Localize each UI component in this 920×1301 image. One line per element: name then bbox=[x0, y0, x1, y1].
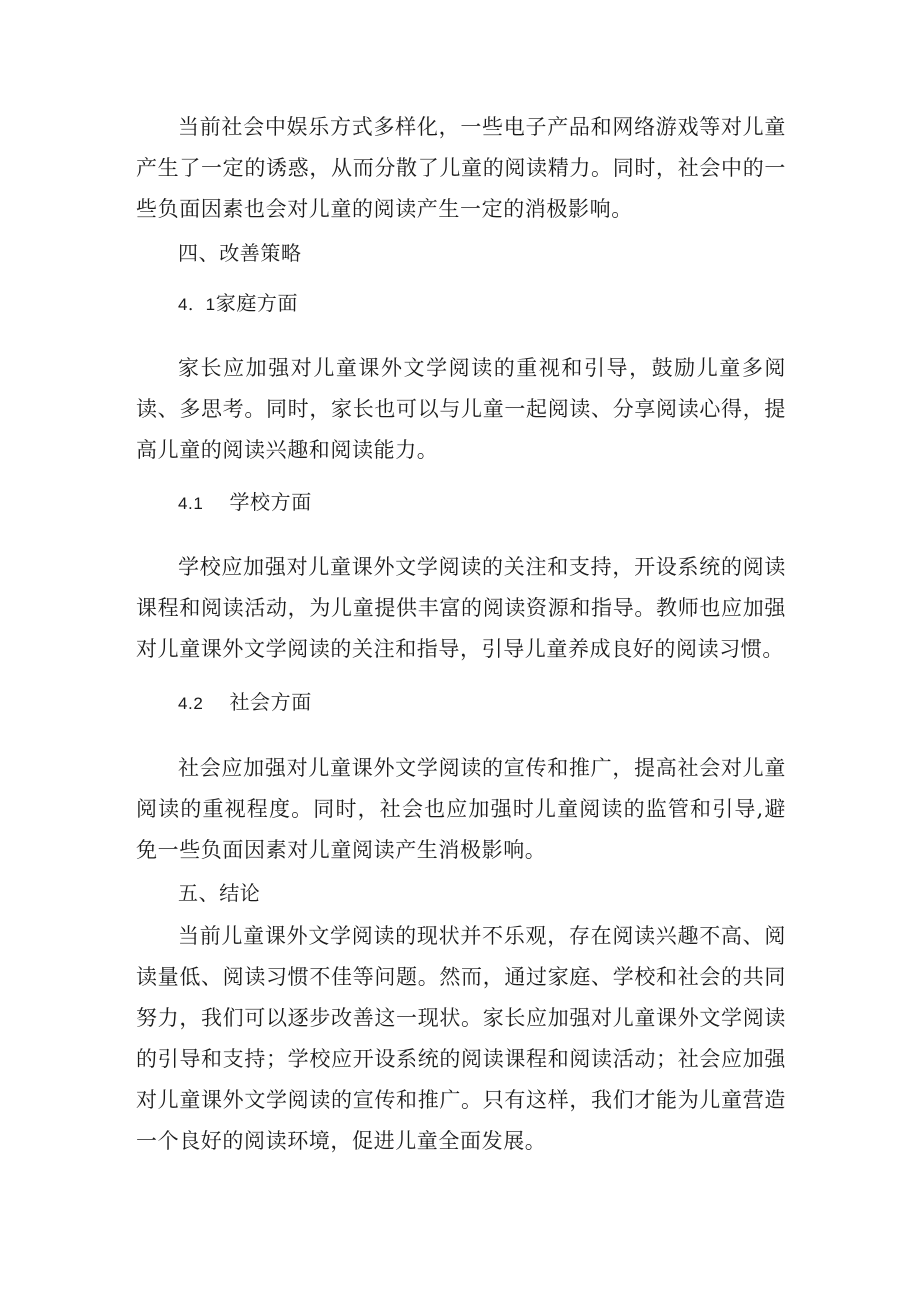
school-paragraph: 学校应加强对儿童课外文学阅读的关注和支持，开设系统的阅读课程和阅读活动，为儿童提供丰富的阅读资源和指导。教师也应加强对儿童课外文学阅读的关注和指导，引导儿童养成良好的阅读习惯。 bbox=[136, 555, 786, 661]
school-heading-title: 学校方面 bbox=[229, 490, 312, 514]
family-heading-title: 家庭方面 bbox=[215, 291, 299, 315]
school-heading bbox=[178, 487, 312, 519]
intro-paragraph: 当前社会中娱乐方式多样化，一些电子产品和网络游戏等对儿童产生了一定的诱惑，从而分散了儿童的阅读精力。同时，社会中的一些负面因素也会对儿童的阅读产生一定的消极影响。 bbox=[136, 115, 786, 221]
society-heading bbox=[178, 687, 312, 719]
section-5-heading: 五、结论 bbox=[178, 881, 261, 905]
section-4-heading: 四、改善策略 bbox=[178, 241, 302, 265]
family-heading bbox=[178, 288, 298, 320]
family-paragraph: 家长应加强对儿童课外文学阅读的重视和引导，鼓励儿童多阅读、多思考。同时，家长也可以与儿童一起阅读、分享阅读心得，提高儿童的阅读兴趣和阅读能力。 bbox=[136, 356, 786, 462]
conclusion-paragraph: 当前儿童课外文学阅读的现状并不乐观，存在阅读兴趣不高、阅读量低、阅读习惯不佳等问题。然而，通过家庭、学校和社会的共同努力，我们可以逐步改善这一现状。家长应加强对儿童课外文学阅读的引导和支持；学校应开设系统的阅读课程和阅读活动；社会应加强对儿童课外文学阅读的宣传和推广。只有这样，我们才能为儿童营造一个良好的阅读环境，促进儿童全面发展。 bbox=[136, 924, 786, 1153]
society-heading-title: 社会方面 bbox=[229, 690, 312, 714]
society-paragraph: 社会应加强对儿童课外文学阅读的宣传和推广，提高社会对儿童阅读的重视程度。同时，社会也应加强时儿童阅读的监管和引导,避免一些负面因素对儿童阅读产生消极影响。 bbox=[136, 756, 786, 862]
school-heading-number: 4.1 bbox=[178, 494, 204, 513]
family-heading-number: 4．1 bbox=[178, 295, 216, 314]
society-heading-number: 4.2 bbox=[178, 694, 204, 713]
